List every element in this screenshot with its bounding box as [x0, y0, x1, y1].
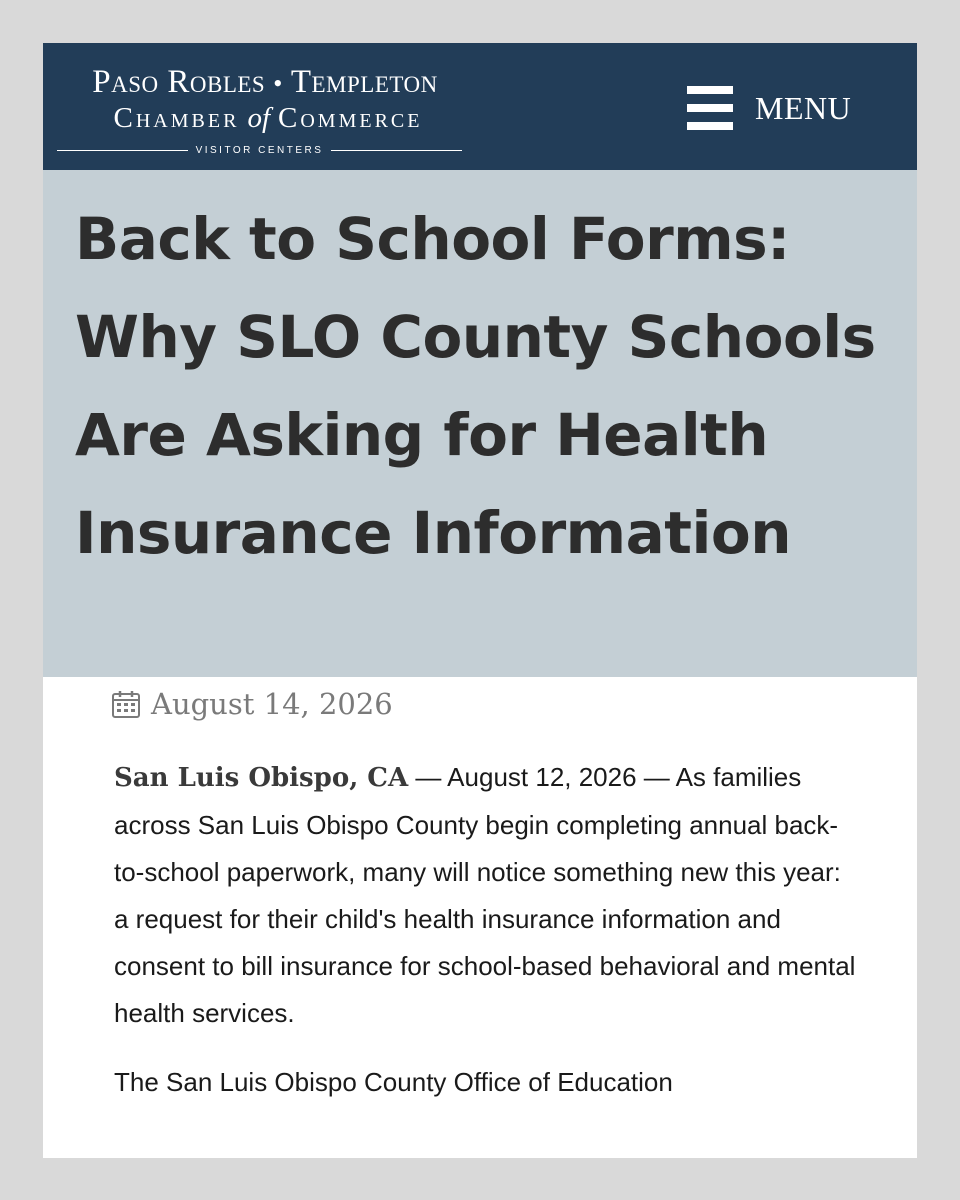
logo-tagline: VISITOR CENTERS	[195, 144, 324, 156]
logo-rule-right	[331, 150, 462, 151]
article-date-row	[111, 684, 393, 724]
article-title: Back to School Forms: Why SLO County Schools Are Asking for Health Insurance Information	[75, 205, 876, 567]
article-paragraph-1	[114, 754, 859, 1037]
logo-chamber: Chamber	[113, 102, 240, 134]
menu-button[interactable]	[687, 83, 851, 133]
hamburger-icon[interactable]	[687, 86, 733, 130]
calendar-icon	[111, 689, 141, 719]
logo-line-2	[43, 101, 493, 135]
logo-line-1	[45, 65, 485, 101]
logo-rule-left	[57, 150, 188, 151]
hamburger-bar	[687, 104, 733, 112]
article-paragraph-1-text: — August 12, 2026 — As families across San Luis Obispo County begin completing annual back-to-school paperwork, many will notice something new this year: a request for their child's health insurance information and consent to bill insurance for school-based behavioral and mental health services.	[114, 762, 856, 1028]
logo-tagline-row	[57, 143, 462, 157]
site-logo[interactable]	[43, 43, 493, 170]
page-frame	[43, 43, 917, 1158]
logo-commerce: Commerce	[278, 102, 423, 134]
logo-templeton: Templeton	[290, 64, 438, 100]
logo-separator: •	[273, 69, 283, 98]
article-date: August 14, 2026	[151, 687, 393, 721]
article-body	[114, 754, 859, 1106]
article-dateline: San Luis Obispo, CA	[114, 763, 409, 793]
article-hero	[43, 170, 917, 677]
hamburger-bar	[687, 86, 733, 94]
menu-label[interactable]: MENU	[755, 89, 852, 126]
hamburger-bar	[687, 122, 733, 130]
logo-of: of	[247, 102, 270, 134]
article-paragraph-2: The San Luis Obispo County Office of Education	[114, 1067, 673, 1097]
logo-paso-robles: Paso Robles	[92, 64, 266, 100]
site-header	[43, 43, 917, 170]
